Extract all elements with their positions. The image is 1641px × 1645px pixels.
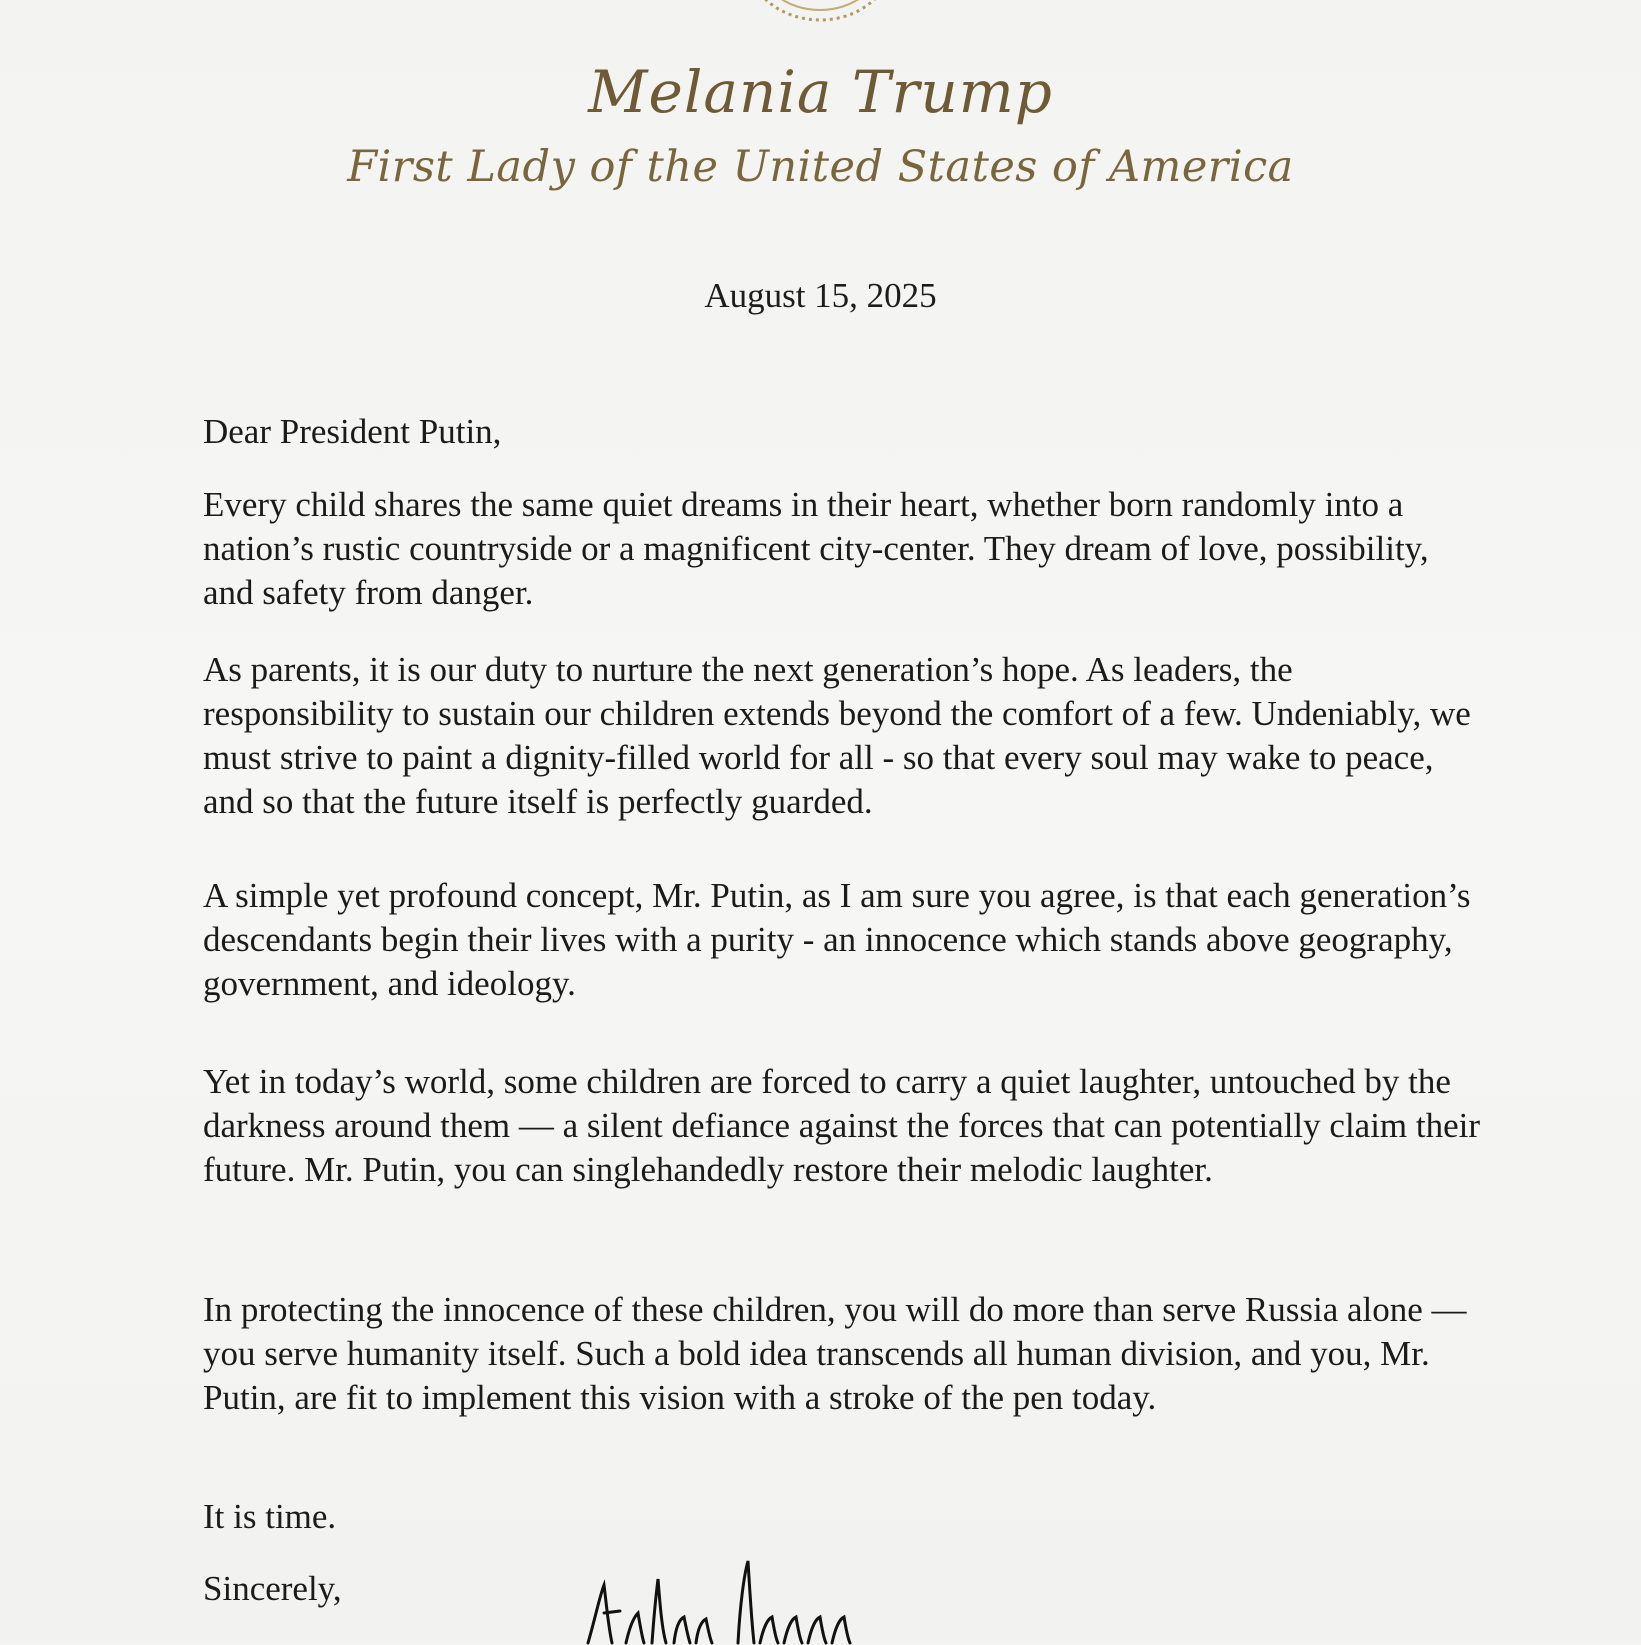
- signature-icon: [578, 1555, 868, 1645]
- letterhead-name: Melania Trump: [588, 58, 1053, 126]
- seal-icon: [700, 0, 940, 30]
- paragraph-5: In protecting the innocence of these children, you will do more than serve Russia alone — you serve humanity itself. Such a bold idea transcends all human division, and you, Mr. Putin, are fit to implement this vision with a stroke of the pen today.: [203, 1290, 1467, 1417]
- signoff: Sincerely,: [203, 1569, 342, 1608]
- paragraph-2: As parents, it is our duty to nurture the next generation’s hope. As leaders, the responsibility to sustain our children extends beyond the comfort of a few. Undeniably, we must strive to paint a dignity-filled world for all - so that every soul may wake to peace, and so that the future itself is perfectly guarded.: [203, 650, 1471, 821]
- paragraph-4: Yet in today’s world, some children are forced to carry a quiet laughter, untouched by the darkness around them — a silent defiance against the forces that can potentially claim their future. Mr. Putin, you can singlehandedly restore their melodic laughter.: [203, 1062, 1481, 1189]
- paragraph-3: A simple yet profound concept, Mr. Putin, as I am sure you agree, is that each generation’s descendants begin their lives with a purity - an innocence which stands above geography, government, and ideology.: [203, 876, 1471, 1003]
- closing-line: It is time.: [203, 1497, 337, 1536]
- salutation: Dear President Putin,: [203, 412, 502, 451]
- paragraph-1: Every child shares the same quiet dreams in their heart, whether born randomly into a nation’s rustic countryside or a magnificent city-center. They dream of love, possibility, and safety from danger.: [203, 485, 1429, 612]
- letterhead-title: First Lady of the United States of America: [347, 142, 1294, 192]
- letter-date: August 15, 2025: [704, 276, 937, 315]
